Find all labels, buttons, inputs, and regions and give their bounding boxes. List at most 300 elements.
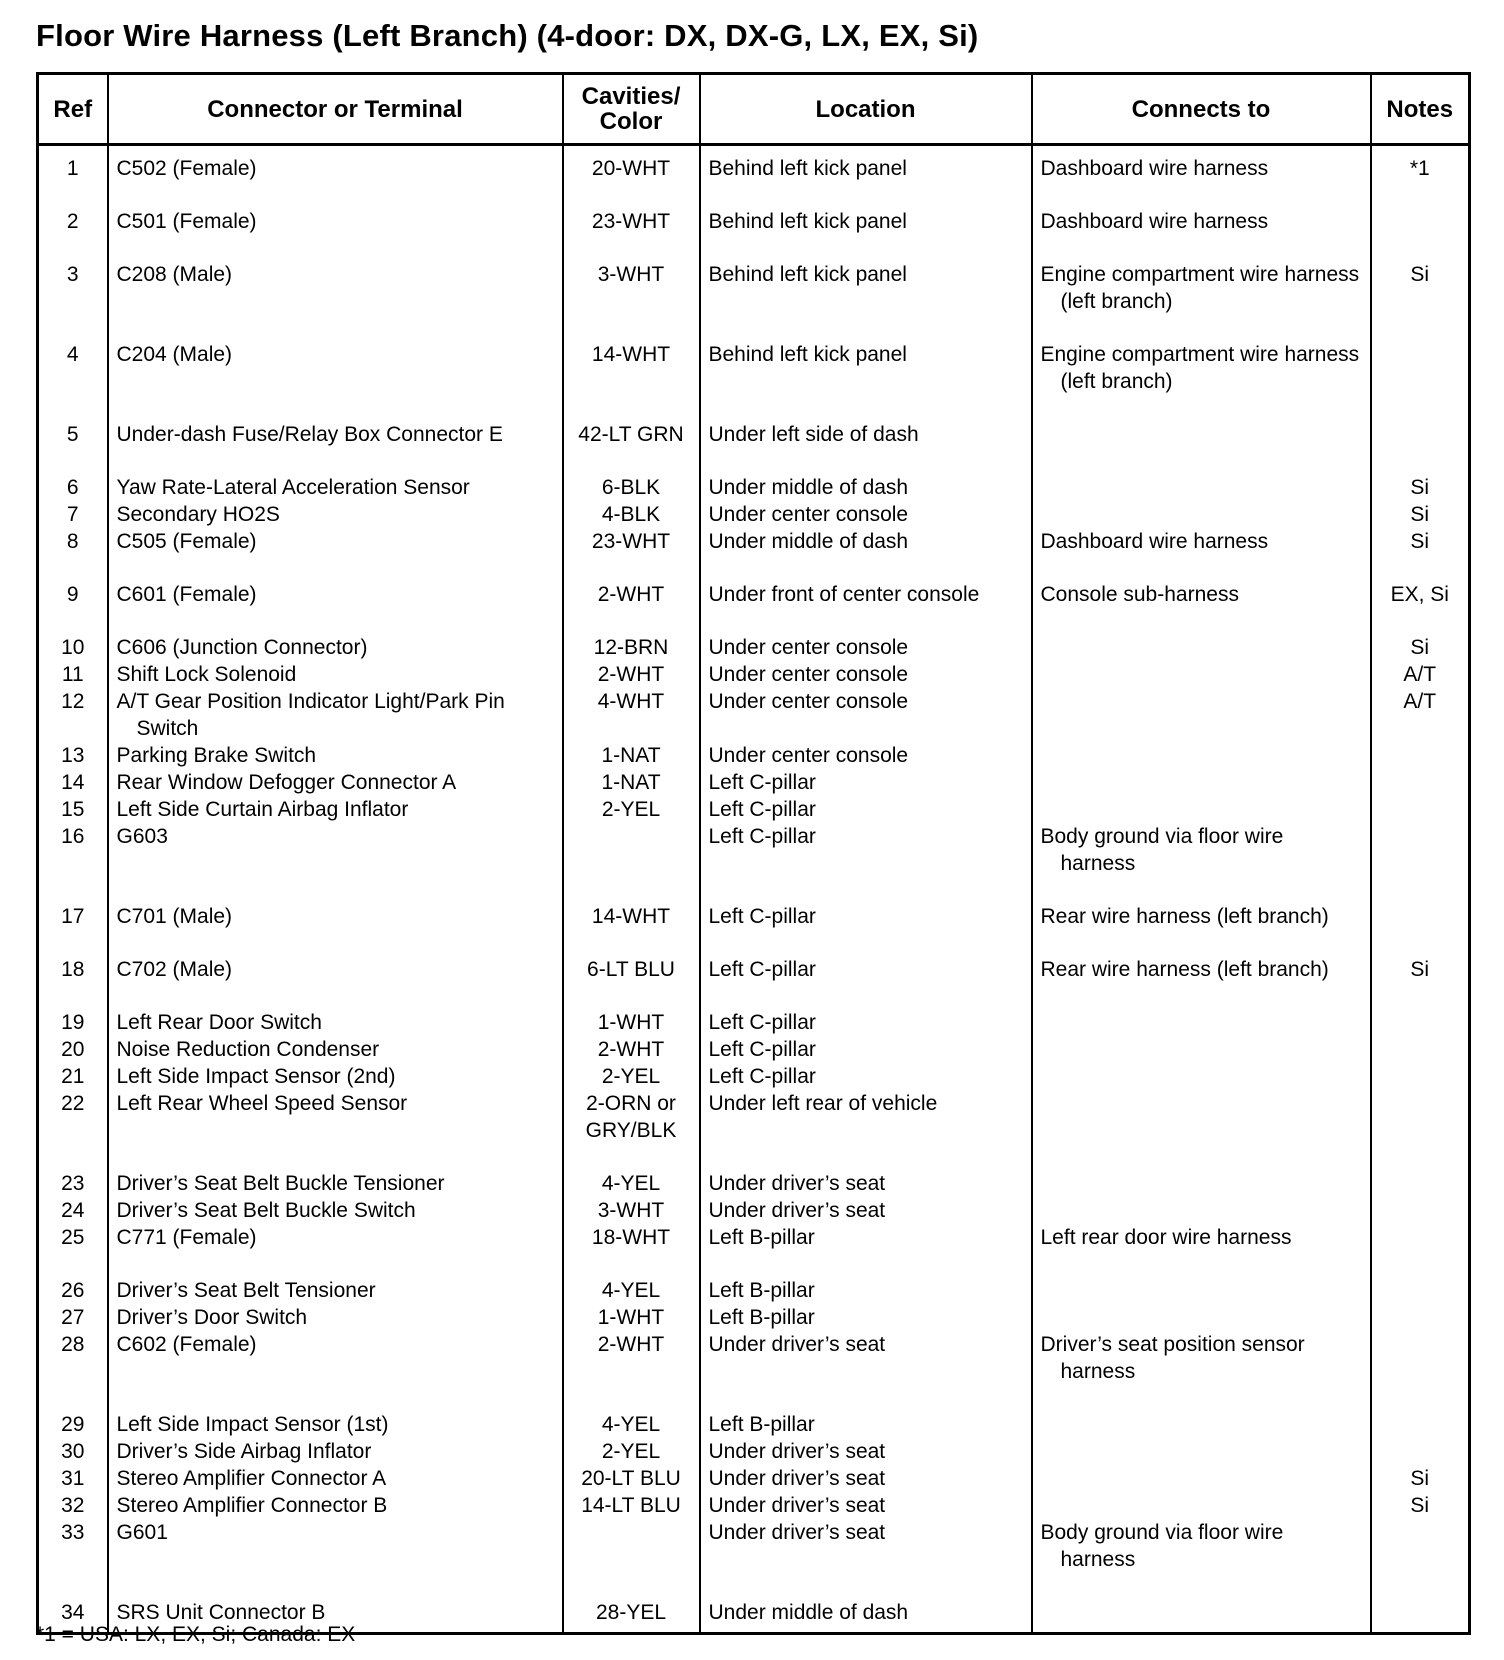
cell-cavities-text: 1-NAT (601, 744, 661, 767)
cell-connector-text: Left Side Curtain Airbag Inflator (116, 798, 409, 821)
table-body (38, 145, 1470, 1634)
cell-cavities (563, 796, 700, 823)
cell-connector (108, 1331, 563, 1411)
cell-ref (38, 145, 108, 209)
cell-ref (38, 823, 108, 903)
cell-location (700, 956, 1032, 1009)
cell-ref-text: 34 (61, 1601, 85, 1624)
cell-cavities (563, 742, 700, 769)
table-row (38, 581, 1470, 634)
cell-notes (1371, 796, 1470, 823)
cell-ref-text: 29 (61, 1413, 85, 1436)
cell-cavities (563, 1331, 700, 1411)
cell-location (700, 661, 1032, 688)
cell-ref (38, 1063, 108, 1090)
cell-notes-text: EX, Si (1390, 583, 1449, 606)
table-row (38, 1465, 1470, 1492)
cell-cavities-text: 4-YEL (601, 1413, 661, 1436)
cell-connects-to (1032, 1036, 1371, 1063)
cell-notes-text: Si (1410, 530, 1430, 553)
cell-cavities-text: 23-WHT (591, 530, 671, 553)
cell-cavities (563, 1009, 700, 1036)
cell-connector-text: Secondary HO2S (116, 503, 280, 526)
cell-cavities-text: 1-WHT (597, 1011, 665, 1034)
cell-connector (108, 903, 563, 956)
cell-connects-to (1032, 261, 1371, 341)
cell-connector (108, 1170, 563, 1197)
cell-connector (108, 823, 563, 903)
cell-ref-text: 30 (61, 1440, 85, 1463)
cell-connects-to (1032, 742, 1371, 769)
cell-cavities-text: 4-BLK (601, 503, 661, 526)
cell-ref-text: 26 (61, 1279, 85, 1302)
cell-connects-to (1032, 1465, 1371, 1492)
cell-location (700, 421, 1032, 474)
cell-ref (38, 1519, 108, 1599)
cell-location (700, 634, 1032, 661)
cell-location-text: Under center console (708, 690, 909, 713)
table-row (38, 1304, 1470, 1331)
table-row (38, 1277, 1470, 1304)
cell-connects-to (1032, 474, 1371, 501)
cell-connector (108, 1438, 563, 1465)
cell-notes (1371, 1331, 1470, 1411)
cell-connects-to-text: Engine compartment wire harness (left branch) (1040, 343, 1360, 393)
cell-ref-text: 33 (61, 1521, 85, 1544)
cell-cavities (563, 1036, 700, 1063)
cell-location (700, 261, 1032, 341)
cell-ref (38, 1009, 108, 1036)
cell-location (700, 1519, 1032, 1599)
cell-connects-to (1032, 1599, 1371, 1634)
cell-location (700, 769, 1032, 796)
cell-ref-text: 25 (61, 1226, 85, 1249)
cell-ref (38, 1411, 108, 1438)
table-row (38, 145, 1470, 209)
cell-connects-to-text: Console sub-harness (1040, 583, 1239, 606)
cell-connector (108, 474, 563, 501)
cell-connects-to (1032, 145, 1371, 209)
cell-location (700, 1331, 1032, 1411)
cell-connector (108, 956, 563, 1009)
cell-ref (38, 769, 108, 796)
cell-ref-text: 32 (61, 1494, 85, 1517)
table-row (38, 1009, 1470, 1036)
cell-ref (38, 208, 108, 261)
cell-notes (1371, 1599, 1470, 1634)
cell-location (700, 1304, 1032, 1331)
cell-cavities (563, 1224, 700, 1277)
cell-notes (1371, 261, 1470, 341)
cell-ref (38, 501, 108, 528)
cell-connector (108, 742, 563, 769)
cell-notes (1371, 742, 1470, 769)
cell-connects-to (1032, 688, 1371, 742)
cell-location (700, 1224, 1032, 1277)
cell-connects-to (1032, 1009, 1371, 1036)
cell-notes-text: A/T (1403, 663, 1437, 686)
cell-notes (1371, 1036, 1470, 1063)
cell-connector (108, 1036, 563, 1063)
table-row (38, 1090, 1470, 1170)
cell-location-text: Under left rear of vehicle (708, 1092, 938, 1115)
table-row (38, 1036, 1470, 1063)
cell-notes (1371, 956, 1470, 1009)
cell-ref (38, 1465, 108, 1492)
table-row (38, 769, 1470, 796)
cell-connects-to (1032, 1090, 1371, 1170)
cell-ref (38, 1438, 108, 1465)
cell-location (700, 688, 1032, 742)
cell-connector-text: A/T Gear Position Indicator Light/Park Pin Switch (116, 690, 505, 740)
cell-connector (108, 1224, 563, 1277)
cell-notes (1371, 421, 1470, 474)
cell-cavities-text: 14-WHT (591, 343, 671, 366)
cell-connects-to (1032, 1224, 1371, 1277)
cell-location (700, 528, 1032, 581)
cell-ref (38, 634, 108, 661)
cell-connects-to-text: Body ground via floor wire harness (1040, 1521, 1284, 1571)
cell-connector (108, 1492, 563, 1519)
cell-location-text: Under driver’s seat (708, 1172, 886, 1195)
cell-connector-text: C602 (Female) (116, 1333, 257, 1356)
table-row (38, 528, 1470, 581)
table-row (38, 261, 1470, 341)
cell-notes (1371, 501, 1470, 528)
cell-connector-text: Yaw Rate-Lateral Acceleration Sensor (116, 476, 470, 499)
cell-ref (38, 1224, 108, 1277)
table-row (38, 208, 1470, 261)
cell-connects-to (1032, 1063, 1371, 1090)
cell-cavities (563, 1304, 700, 1331)
cell-location (700, 1009, 1032, 1036)
cell-cavities (563, 634, 700, 661)
cell-notes-text: Si (1410, 958, 1430, 981)
header-notes: Notes (1371, 74, 1470, 145)
cell-connector-text: Left Side Impact Sensor (2nd) (116, 1065, 396, 1088)
cell-cavities (563, 1438, 700, 1465)
harness-table (36, 72, 1471, 1635)
cell-cavities (563, 903, 700, 956)
cell-cavities (563, 581, 700, 634)
cell-cavities-text: 2-WHT (597, 663, 665, 686)
cell-connector-text: Stereo Amplifier Connector A (116, 1467, 387, 1490)
cell-notes (1371, 688, 1470, 742)
cell-location (700, 1197, 1032, 1224)
cell-location (700, 1492, 1032, 1519)
cell-cavities-text: 2-YEL (601, 1065, 661, 1088)
cell-ref (38, 261, 108, 341)
cell-connector (108, 1465, 563, 1492)
cell-cavities-text: 3-WHT (597, 263, 665, 286)
header-cavities: Cavities/ Color (563, 74, 700, 145)
cell-notes-text: Si (1410, 1467, 1430, 1490)
cell-cavities (563, 1277, 700, 1304)
cell-location-text: Under middle of dash (708, 1601, 909, 1624)
cell-notes-text: *1 (1409, 157, 1430, 180)
cell-cavities (563, 1492, 700, 1519)
cell-connector-text: G601 (116, 1521, 168, 1544)
cell-ref (38, 1277, 108, 1304)
cell-connects-to-text: Left rear door wire harness (1040, 1226, 1292, 1249)
cell-ref (38, 421, 108, 474)
cell-notes (1371, 474, 1470, 501)
cell-location-text: Under center console (708, 636, 909, 659)
cell-connects-to (1032, 341, 1371, 421)
cell-connects-to (1032, 1438, 1371, 1465)
cell-connector-text: Left Rear Door Switch (116, 1011, 322, 1034)
cell-notes-text: A/T (1403, 690, 1437, 713)
cell-connector-text: G603 (116, 825, 168, 848)
cell-connector-text: Shift Lock Solenoid (116, 663, 297, 686)
cell-ref-text: 16 (61, 825, 85, 848)
cell-ref-text: 9 (66, 583, 79, 606)
cell-location (700, 823, 1032, 903)
cell-connector-text: C702 (Male) (116, 958, 233, 981)
cell-notes-text: Si (1410, 636, 1430, 659)
cell-cavities-text: 14-LT BLU (581, 1494, 681, 1517)
cell-ref (38, 1331, 108, 1411)
cell-connector-text: Driver’s Seat Belt Buckle Tensioner (116, 1172, 445, 1195)
cell-cavities (563, 421, 700, 474)
table-row (38, 1438, 1470, 1465)
header-ref: Ref (38, 74, 108, 145)
cell-connects-to-text: Rear wire harness (left branch) (1040, 958, 1329, 981)
cell-cavities-text: 2-ORN or GRY/BLK (585, 1092, 677, 1142)
cell-connector (108, 581, 563, 634)
cell-connector-text: Driver’s Seat Belt Tensioner (116, 1279, 376, 1302)
cell-notes (1371, 661, 1470, 688)
cell-cavities (563, 1090, 700, 1170)
cell-connects-to (1032, 1331, 1371, 1411)
cell-cavities-text: 42-LT GRN (578, 423, 684, 446)
cell-notes-text: Si (1410, 476, 1430, 499)
cell-cavities (563, 501, 700, 528)
cell-location-text: Under center console (708, 663, 909, 686)
cell-location-text: Behind left kick panel (708, 343, 907, 366)
cell-location-text: Under driver’s seat (708, 1467, 886, 1490)
cell-ref (38, 528, 108, 581)
cell-connector (108, 501, 563, 528)
cell-connector (108, 1277, 563, 1304)
cell-ref-text: 23 (61, 1172, 85, 1195)
cell-location (700, 796, 1032, 823)
cell-connects-to (1032, 1170, 1371, 1197)
cell-connects-to (1032, 528, 1371, 581)
cell-cavities (563, 1411, 700, 1438)
cell-ref-text: 6 (66, 476, 79, 499)
cell-ref (38, 956, 108, 1009)
table-row (38, 1170, 1470, 1197)
cell-connects-to (1032, 421, 1371, 474)
cell-location-text: Behind left kick panel (708, 263, 907, 286)
cell-cavities-text: 2-WHT (597, 1038, 665, 1061)
cell-connects-to (1032, 1411, 1371, 1438)
cell-notes-text: Si (1410, 503, 1430, 526)
cell-cavities (563, 956, 700, 1009)
cell-notes (1371, 1197, 1470, 1224)
cell-ref-text: 22 (61, 1092, 85, 1115)
cell-cavities-text: 18-WHT (591, 1226, 671, 1249)
cell-connector-text: Driver’s Door Switch (116, 1306, 308, 1329)
header-connector: Connector or Terminal (108, 74, 563, 145)
cell-connector-text: C701 (Male) (116, 905, 233, 928)
cell-ref-text: 4 (66, 343, 79, 366)
cell-location-text: Left C-pillar (708, 958, 816, 981)
cell-location (700, 1438, 1032, 1465)
cell-location (700, 1411, 1032, 1438)
cell-ref-text: 8 (66, 530, 79, 553)
cell-ref (38, 796, 108, 823)
cell-ref-text: 3 (66, 263, 79, 286)
cell-location-text: Left B-pillar (708, 1226, 815, 1249)
cell-location (700, 208, 1032, 261)
footnote: *1 = USA: LX, EX, Si; Canada: EX (36, 1623, 356, 1646)
cell-ref (38, 903, 108, 956)
cell-cavities (563, 1599, 700, 1634)
cell-location-text: Under center console (708, 503, 909, 526)
table-row (38, 421, 1470, 474)
cell-notes (1371, 903, 1470, 956)
cell-cavities (563, 208, 700, 261)
cell-location (700, 1063, 1032, 1090)
cell-ref (38, 341, 108, 421)
cell-location (700, 581, 1032, 634)
cell-notes-text: Si (1410, 263, 1430, 286)
cell-notes (1371, 145, 1470, 209)
cell-ref-text: 11 (61, 663, 84, 686)
cell-location-text: Under front of center console (708, 583, 980, 606)
cell-connector-text: Stereo Amplifier Connector B (116, 1494, 388, 1517)
cell-ref-text: 17 (61, 905, 85, 928)
cell-notes (1371, 1009, 1470, 1036)
cell-location (700, 1090, 1032, 1170)
cell-ref (38, 1197, 108, 1224)
cell-connector-text: Driver’s Side Airbag Inflator (116, 1440, 372, 1463)
cell-cavities-text: 3-WHT (597, 1199, 665, 1222)
cell-cavities-text: 28-YEL (595, 1601, 667, 1624)
cell-ref (38, 742, 108, 769)
cell-cavities (563, 528, 700, 581)
cell-connector-text: C204 (Male) (116, 343, 233, 366)
table-row (38, 1519, 1470, 1599)
cell-cavities (563, 661, 700, 688)
cell-location (700, 903, 1032, 956)
table-row (38, 742, 1470, 769)
cell-ref-text: 5 (66, 423, 79, 446)
cell-ref (38, 1492, 108, 1519)
cell-cavities (563, 1197, 700, 1224)
table-row (38, 796, 1470, 823)
cell-ref-text: 10 (61, 636, 85, 659)
cell-connector (108, 341, 563, 421)
cell-connector (108, 1411, 563, 1438)
cell-connects-to-text: Dashboard wire harness (1040, 157, 1269, 180)
cell-ref-text: 1 (66, 157, 79, 180)
cell-connector-text: SRS Unit Connector B (116, 1601, 326, 1624)
cell-ref (38, 661, 108, 688)
cell-connector (108, 661, 563, 688)
cell-connector-text: Driver’s Seat Belt Buckle Switch (116, 1199, 416, 1222)
cell-cavities (563, 261, 700, 341)
cell-location-text: Left C-pillar (708, 825, 816, 848)
cell-location-text: Left C-pillar (708, 1011, 816, 1034)
cell-cavities (563, 688, 700, 742)
cell-ref-text: 28 (61, 1333, 85, 1356)
cell-location (700, 1465, 1032, 1492)
cell-location-text: Under driver’s seat (708, 1333, 886, 1356)
cell-connector (108, 1090, 563, 1170)
cell-connector (108, 769, 563, 796)
cell-connects-to (1032, 501, 1371, 528)
cell-location-text: Under middle of dash (708, 530, 909, 553)
cell-ref (38, 1036, 108, 1063)
table-row (38, 1224, 1470, 1277)
cell-cavities (563, 341, 700, 421)
cell-connects-to (1032, 956, 1371, 1009)
cell-ref-text: 31 (61, 1467, 85, 1490)
cell-location-text: Left C-pillar (708, 905, 816, 928)
cell-connects-to (1032, 208, 1371, 261)
cell-location (700, 501, 1032, 528)
table-row (38, 634, 1470, 661)
cell-cavities-text: 4-YEL (601, 1172, 661, 1195)
cell-connector (108, 1063, 563, 1090)
cell-connector (108, 261, 563, 341)
cell-connector (108, 634, 563, 661)
cell-ref-text: 7 (66, 503, 79, 526)
table-row (38, 1411, 1470, 1438)
cell-location (700, 1277, 1032, 1304)
cell-connector (108, 1197, 563, 1224)
cell-notes (1371, 1277, 1470, 1304)
cell-connects-to-text: Driver’s seat position sensor harness (1040, 1333, 1305, 1383)
cell-location (700, 1599, 1032, 1634)
cell-connector (108, 208, 563, 261)
cell-ref-text: 14 (61, 771, 85, 794)
cell-notes (1371, 208, 1470, 261)
table-row (38, 1331, 1470, 1411)
table-row (38, 1197, 1470, 1224)
cell-ref-text: 15 (61, 798, 85, 821)
cell-location-text: Behind left kick panel (708, 210, 907, 233)
cell-connector-text: Left Side Impact Sensor (1st) (116, 1413, 389, 1436)
table-row (38, 903, 1470, 956)
cell-connects-to-text: Body ground via floor wire harness (1040, 825, 1284, 875)
cell-connector (108, 1519, 563, 1599)
cell-connector-text: C501 (Female) (116, 210, 257, 233)
cell-notes (1371, 1465, 1470, 1492)
cell-cavities-text: 2-YEL (601, 798, 661, 821)
cell-location (700, 742, 1032, 769)
table-row (38, 501, 1470, 528)
cell-connector-text: C502 (Female) (116, 157, 257, 180)
cell-notes-text: Si (1410, 1494, 1430, 1517)
cell-connector (108, 145, 563, 209)
cell-notes (1371, 1304, 1470, 1331)
cell-location-text: Under middle of dash (708, 476, 909, 499)
cell-cavities-text: 2-WHT (597, 1333, 665, 1356)
table-row (38, 661, 1470, 688)
cell-location-text: Under driver’s seat (708, 1521, 886, 1544)
table-row (38, 474, 1470, 501)
cell-connector-text: Parking Brake Switch (116, 744, 317, 767)
cell-cavities-text: 4-WHT (597, 690, 665, 713)
cell-connector-text: C606 (Junction Connector) (116, 636, 368, 659)
table-row (38, 1492, 1470, 1519)
cell-location-text: Behind left kick panel (708, 157, 907, 180)
cell-notes (1371, 823, 1470, 903)
